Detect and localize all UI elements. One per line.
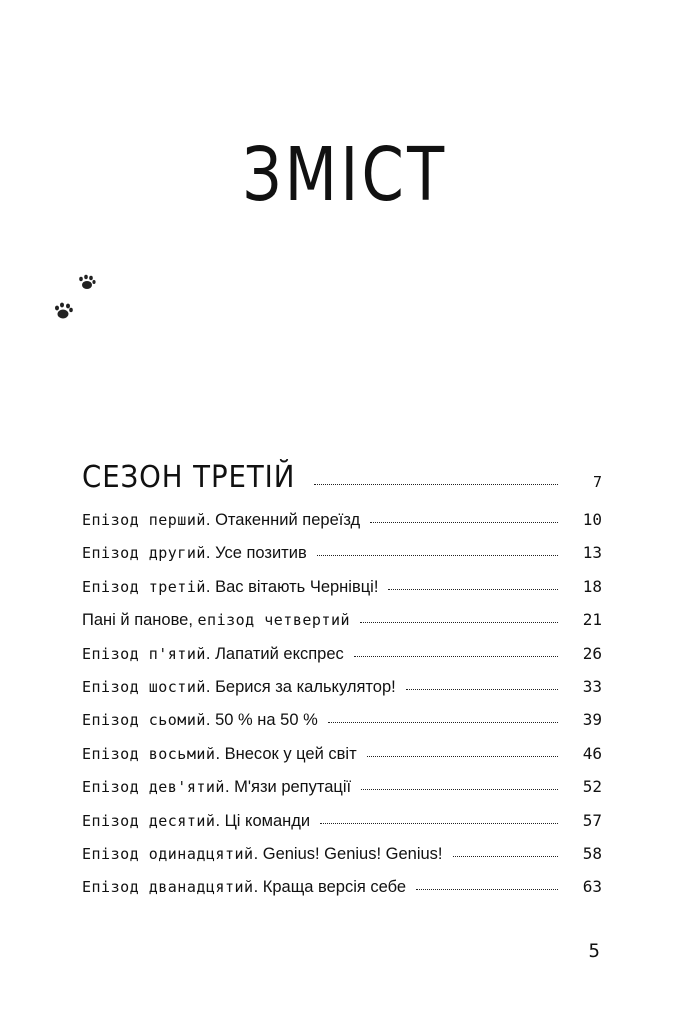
toc-entry-page: 26 — [582, 643, 602, 663]
toc-entry-page: 18 — [582, 576, 602, 596]
toc-entry-subtitle: . 50 % на 50 % — [205, 711, 318, 730]
toc-entry-episode: Епізод третій — [82, 577, 206, 596]
toc-entry-episode: Епізод дванадцятий — [82, 878, 254, 897]
toc-entry-subtitle: . Краща версія себе — [253, 878, 407, 897]
toc-entry-page: 33 — [582, 676, 602, 696]
dot-leader — [354, 656, 558, 657]
toc-entry-subtitle: . Вас вітають Чернівці! — [205, 577, 379, 596]
toc-entry-episode: Епізод шостий — [82, 677, 206, 696]
toc-entry-page: 39 — [582, 710, 602, 730]
toc-entry-page: 10 — [582, 510, 602, 529]
toc-entry — [82, 744, 602, 777]
toc-entry-subtitle: . Берися за калькулятор! — [205, 677, 396, 696]
dot-leader — [370, 522, 558, 523]
toc-entry-subtitle: . Внесок у цей світ — [215, 744, 357, 763]
season-page: 7 — [592, 473, 602, 491]
page-number: 5 — [588, 940, 600, 962]
toc-entry — [82, 877, 602, 910]
toc-entry-title — [82, 778, 351, 797]
toc-entry — [82, 844, 602, 877]
toc-entry-page: 63 — [582, 877, 602, 897]
dot-leader — [320, 823, 558, 824]
toc-entry-page: 13 — [582, 543, 602, 563]
toc-entry-prefix: Пані й панове, — [82, 611, 198, 630]
toc-entry-episode: епізод четвертий — [197, 611, 351, 630]
toc-entry — [82, 811, 602, 844]
dot-leader — [328, 722, 558, 723]
toc-entry-title — [82, 745, 357, 764]
dot-leader — [406, 689, 558, 690]
toc-entry-episode: Епізод одинадцятий — [82, 844, 254, 863]
dot-leader — [416, 889, 558, 890]
toc-entry-page: 57 — [582, 810, 602, 830]
toc-entry — [82, 710, 602, 743]
toc-entry — [82, 577, 602, 610]
dot-leader — [388, 589, 558, 590]
toc-entry-episode: Епізод перший — [82, 511, 206, 529]
toc-entry-episode: Епізод десятий — [82, 811, 216, 830]
toc-entry-episode: Епізод дев'ятий — [82, 778, 225, 797]
page-title: ЗМІСТ — [242, 131, 448, 218]
toc-entry-subtitle: . Genius! Genius! Genius! — [253, 844, 443, 863]
season-title: СЕЗОН ТРЕТІЙ — [82, 460, 296, 495]
toc-entry — [82, 510, 602, 543]
toc-entry — [82, 543, 602, 576]
toc-entry — [82, 644, 602, 677]
table-of-contents — [82, 460, 602, 911]
toc-entry-title — [82, 678, 396, 697]
toc-entry-episode: Епізод п'ятий — [82, 644, 206, 663]
toc-entry-page: 21 — [582, 610, 602, 630]
dot-leader — [317, 555, 558, 556]
toc-entry — [82, 610, 602, 643]
toc-entry-subtitle: . Отакенний переїзд — [205, 511, 361, 529]
toc-entry-episode: Епізод другий — [82, 544, 206, 563]
toc-season-row — [82, 460, 602, 510]
dot-leader — [361, 789, 558, 790]
toc-entry-subtitle: . Лапатий експрес — [205, 644, 344, 663]
toc-entry-page: 52 — [582, 777, 602, 797]
toc-entry-title — [82, 878, 406, 897]
toc-entry-title — [82, 511, 360, 530]
toc-entry-title — [82, 812, 310, 831]
toc-entry-subtitle: . Ці команди — [215, 811, 311, 830]
toc-entry — [82, 777, 602, 810]
toc-entry-episode: Епізод сьомий — [82, 711, 206, 730]
toc-entry-subtitle: . М'язи репутації — [224, 778, 352, 797]
toc-entry — [82, 677, 602, 710]
dot-leader — [314, 484, 558, 485]
dot-leader — [367, 756, 558, 757]
toc-entry-title — [82, 845, 443, 864]
toc-entry-title — [82, 645, 344, 664]
toc-entry-title — [82, 611, 350, 630]
paw-prints-icon — [50, 270, 110, 330]
dot-leader — [453, 856, 559, 857]
dot-leader — [360, 622, 558, 623]
toc-entry-page: 58 — [582, 843, 602, 863]
toc-entry-title — [82, 578, 378, 597]
toc-entry-subtitle: . Усе позитив — [205, 544, 307, 563]
toc-entry-title — [82, 544, 307, 563]
toc-entry-title — [82, 711, 318, 730]
toc-entry-episode: Епізод восьмий — [82, 744, 216, 763]
toc-entry-page: 46 — [582, 743, 602, 763]
